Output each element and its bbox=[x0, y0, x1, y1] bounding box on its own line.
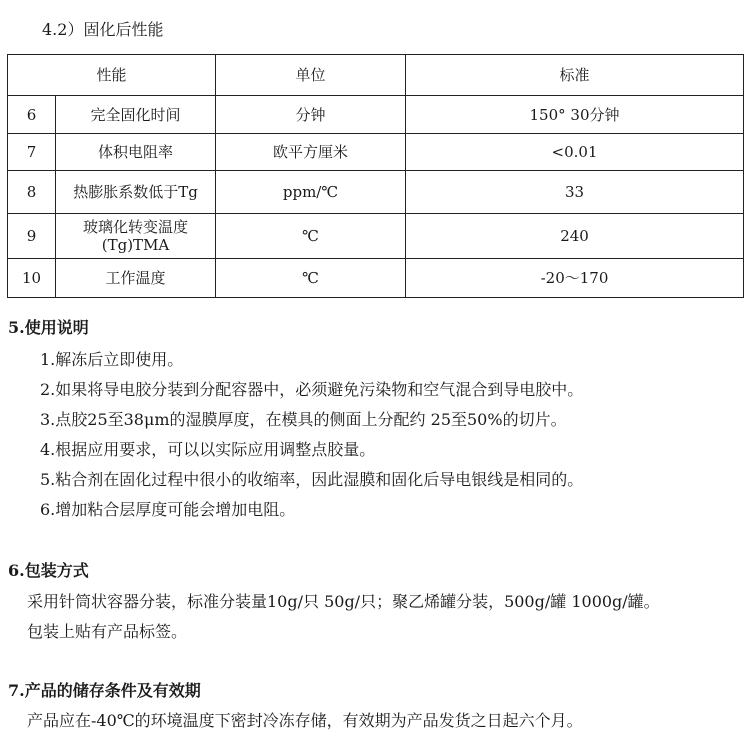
header-standard: 标准 bbox=[406, 55, 744, 96]
table-row bbox=[8, 96, 744, 134]
usage-instructions-list bbox=[40, 346, 583, 526]
row-unit: ℃ bbox=[216, 259, 406, 298]
section-7-title: 7.产品的储存条件及有效期 bbox=[8, 681, 201, 700]
row-unit: ppm/℃ bbox=[216, 171, 406, 214]
packaging-label-text: 包装上贴有产品标签。 bbox=[27, 622, 188, 641]
table-row bbox=[8, 259, 744, 298]
cured-properties-table bbox=[7, 54, 744, 298]
list-item: 3.点胶25至38μm的湿膜厚度，在模具的侧面上分配约 25至50%的切片。 bbox=[40, 410, 567, 429]
list-item: 2.如果将导电胶分装到分配容器中，必须避免污染物和空气混合到导电胶中。 bbox=[40, 380, 584, 399]
row-standard: -20～170 bbox=[406, 259, 744, 298]
row-standard: 150° 30分钟 bbox=[406, 96, 744, 134]
list-item: 5.粘合剂在固化过程中很小的收缩率，因此湿膜和固化后导电银线是相同的。 bbox=[40, 470, 584, 489]
row-standard: <0.01 bbox=[406, 134, 744, 171]
row-number: 10 bbox=[8, 259, 56, 298]
table-row bbox=[8, 214, 744, 259]
row-unit: 欧平方厘米 bbox=[216, 134, 406, 171]
packaging-text: 采用针筒状容器分装，标准分装量10g/只 50g/只；聚乙烯罐分装，500g/罐 1000g/罐。 bbox=[27, 592, 660, 611]
row-standard: 240 bbox=[406, 214, 744, 259]
section-6-title: 6.包装方式 bbox=[8, 561, 89, 580]
section-5-title: 5.使用说明 bbox=[8, 318, 89, 337]
table-row bbox=[8, 134, 744, 171]
row-standard: 33 bbox=[406, 171, 744, 214]
row-property: 玻璃化转变温度(Tg)TMA bbox=[56, 214, 216, 259]
row-property: 工作温度 bbox=[56, 259, 216, 298]
row-number: 9 bbox=[8, 214, 56, 259]
list-item: 4.根据应用要求，可以以实际应用调整点胶量。 bbox=[40, 440, 376, 459]
row-property: 体积电阻率 bbox=[56, 134, 216, 171]
row-unit: ℃ bbox=[216, 214, 406, 259]
section-4-2-title: 4.2）固化后性能 bbox=[42, 20, 164, 39]
row-number: 8 bbox=[8, 171, 56, 214]
storage-text: 产品应在-40℃的环境温度下密封冷冻存储，有效期为产品发货之日起六个月。 bbox=[27, 711, 583, 730]
row-property: 完全固化时间 bbox=[56, 96, 216, 134]
header-unit: 单位 bbox=[216, 55, 406, 96]
row-property: 热膨胀系数低于Tg bbox=[56, 171, 216, 214]
list-item: 1.解冻后立即使用。 bbox=[40, 350, 184, 369]
table-header-row bbox=[8, 55, 744, 96]
row-unit: 分钟 bbox=[216, 96, 406, 134]
table-row bbox=[8, 171, 744, 214]
list-item: 6.增加粘合层厚度可能会增加电阻。 bbox=[40, 500, 296, 519]
header-property: 性能 bbox=[8, 55, 216, 96]
row-number: 7 bbox=[8, 134, 56, 171]
row-number: 6 bbox=[8, 96, 56, 134]
